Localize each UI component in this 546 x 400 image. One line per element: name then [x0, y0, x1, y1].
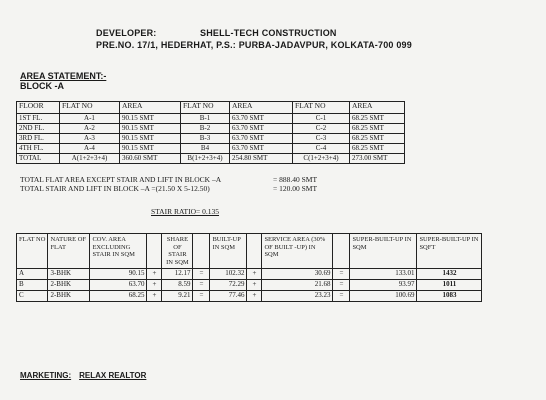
flat-table-cell: 1083 [417, 291, 482, 302]
flat-table-cell: 30.69 [262, 269, 333, 280]
flat-table-cell: 90.15 [90, 269, 147, 280]
flat-table-cell: 77.46 [210, 291, 247, 302]
area-table-row [17, 114, 405, 124]
flat-table-cell: + [247, 280, 262, 291]
area-table-cell: B-2 [181, 124, 230, 134]
area-table-cell: 68.25 SMT [350, 114, 405, 124]
flat-table-cell: + [147, 280, 162, 291]
flat-col-header [333, 234, 350, 269]
flat-col-header: SUPER-BUILT-UP IN SQFT [417, 234, 482, 269]
flat-col-header: NATURE OF FLAT [48, 234, 90, 269]
flat-table-cell: = [333, 269, 350, 280]
flat-table-cell: 3-BHK [48, 269, 90, 280]
area-table-cell: B-3 [181, 134, 230, 144]
flat-table-cell: + [247, 269, 262, 280]
flat-table-cell: = [333, 280, 350, 291]
marketing-line [20, 371, 146, 380]
flat-table-cell: 9.21 [162, 291, 193, 302]
flat-table-cell: 93.97 [350, 280, 417, 291]
flat-col-header: SUPER-BUILT-UP IN SQM [350, 234, 417, 269]
area-table-cell: A-3 [60, 134, 120, 144]
flat-col-header [247, 234, 262, 269]
flat-table-cell: 63.70 [90, 280, 147, 291]
flat-col-header: COV. AREA EXCLUDING STAIR IN SQM [90, 234, 147, 269]
total-stair-lift-value: = 120.00 SMT [273, 184, 318, 193]
developer-address: PRE.NO. 17/1, HEDERHAT, P.S.: PURBA-JADAVPUR, KOLKATA-700 099 [96, 40, 412, 50]
flat-col-header [147, 234, 162, 269]
total-flat-area-label: TOTAL FLAT AREA EXCEPT STAIR AND LIFT IN BLOCK –A [20, 175, 222, 184]
flat-table-cell: = [193, 291, 210, 302]
area-table-row [17, 144, 405, 154]
flat-table-cell: = [193, 269, 210, 280]
stair-ratio: STAIR RATIO= 0.135 [151, 207, 220, 216]
flat-table-cell: 8.59 [162, 280, 193, 291]
flat-table-row [17, 280, 482, 291]
area-table-cell: 68.25 SMT [350, 134, 405, 144]
flat-col-header: SHARE OF STAIR IN SQM [162, 234, 193, 269]
developer-line [96, 28, 337, 38]
flat-table-cell: 23.23 [262, 291, 333, 302]
area-table-cell: C-1 [293, 114, 350, 124]
flat-table-cell: = [193, 280, 210, 291]
area-col-header: FLAT NO [181, 102, 230, 114]
flat-table-cell: + [247, 291, 262, 302]
area-col-header: AREA [230, 102, 293, 114]
total-stair-lift-label: TOTAL STAIR AND LIFT IN BLOCK –A =(21.50 X 5-12.50) [20, 184, 210, 193]
area-table-header-row [17, 102, 405, 114]
flat-table-cell: 133.01 [350, 269, 417, 280]
area-table-cell: B(1+2+3+4) [181, 154, 230, 164]
flat-table-cell: 72.29 [210, 280, 247, 291]
area-table-cell: C(1+2+3+4) [293, 154, 350, 164]
area-table-cell: 68.25 SMT [350, 144, 405, 154]
flat-table-cell: 102.32 [210, 269, 247, 280]
flat-col-header: FLAT NO [17, 234, 48, 269]
flat-table-cell: 1432 [417, 269, 482, 280]
flat-table-row [17, 291, 482, 302]
area-table-cell: 254.80 SMT [230, 154, 293, 164]
developer-label: DEVELOPER: [96, 28, 157, 38]
flat-table-cell: C [17, 291, 48, 302]
area-table-cell: A-4 [60, 144, 120, 154]
flat-table [16, 233, 482, 302]
area-table-cell: 2ND FL. [17, 124, 60, 134]
area-col-header: FLOOR [17, 102, 60, 114]
flat-table-cell: = [333, 291, 350, 302]
area-table-cell: 90.15 SMT [120, 144, 181, 154]
marketing-label: MARKETING: [20, 371, 72, 380]
area-table-cell: A-2 [60, 124, 120, 134]
area-statement-title: AREA STATEMENT:- [20, 71, 107, 81]
area-table-cell: 4TH FL. [17, 144, 60, 154]
flat-table-cell: 1011 [417, 280, 482, 291]
area-table-cell: A(1+2+3+4) [60, 154, 120, 164]
area-table-cell: C-4 [293, 144, 350, 154]
area-table-row [17, 134, 405, 144]
area-table-cell: 63.70 SMT [230, 134, 293, 144]
marketing-name: RELAX REALTOR [79, 371, 147, 380]
area-table-cell: 90.15 SMT [120, 114, 181, 124]
area-table-cell: 63.70 SMT [230, 144, 293, 154]
area-table-cell: 1ST FL. [17, 114, 60, 124]
area-col-header: FLAT NO [60, 102, 120, 114]
area-table-cell: 360.60 SMT [120, 154, 181, 164]
area-table-cell: 273.00 SMT [350, 154, 405, 164]
area-table-row [17, 124, 405, 134]
area-table-cell: 68.25 SMT [350, 124, 405, 134]
block-label: BLOCK -A [20, 81, 64, 91]
total-flat-area-line [20, 175, 317, 184]
flat-table-cell: 68.25 [90, 291, 147, 302]
flat-col-header: BUILT-UP IN SQM [210, 234, 247, 269]
area-table-cell: 90.15 SMT [120, 124, 181, 134]
area-table-cell: TOTAL [17, 154, 60, 164]
area-table-cell: 63.70 SMT [230, 124, 293, 134]
flat-table-cell: 21.68 [262, 280, 333, 291]
area-table-cell: C-2 [293, 124, 350, 134]
flat-table-row [17, 269, 482, 280]
flat-table-cell: 12.17 [162, 269, 193, 280]
total-flat-area-value: = 888.40 SMT [273, 175, 318, 184]
flat-table-cell: 2-BHK [48, 280, 90, 291]
flat-table-cell: 100.69 [350, 291, 417, 302]
flat-col-header [193, 234, 210, 269]
area-col-header: AREA [350, 102, 405, 114]
area-table [16, 101, 405, 164]
flat-table-cell: 2-BHK [48, 291, 90, 302]
flat-table-cell: B [17, 280, 48, 291]
area-table-cell: B4 [181, 144, 230, 154]
area-table-cell: 3RD FL. [17, 134, 60, 144]
area-table-cell: B-1 [181, 114, 230, 124]
flat-table-header-row [17, 234, 482, 269]
area-table-cell: C-3 [293, 134, 350, 144]
flat-table-cell: + [147, 291, 162, 302]
area-table-cell: 63.70 SMT [230, 114, 293, 124]
area-table-cell: 90.15 SMT [120, 134, 181, 144]
area-table-row [17, 154, 405, 164]
developer-name: SHELL-TECH CONSTRUCTION [200, 28, 337, 38]
total-stair-lift-line [20, 184, 317, 193]
flat-col-header: SERVICE AREA (30% OF BUILT -UP) IN SQM [262, 234, 333, 269]
flat-table-cell: + [147, 269, 162, 280]
area-table-cell: A-1 [60, 114, 120, 124]
area-col-header: AREA [120, 102, 181, 114]
flat-table-cell: A [17, 269, 48, 280]
area-col-header: FLAT NO [293, 102, 350, 114]
